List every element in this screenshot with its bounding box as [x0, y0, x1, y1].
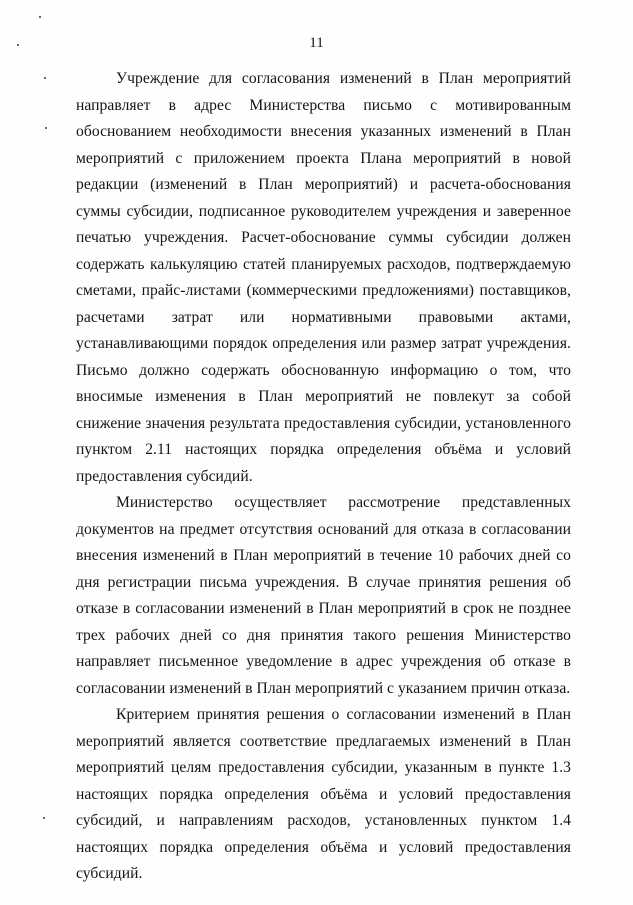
paragraph-ministry-review: Министерство осуществляет рассмотрение представленных документов на предмет отсутствия оснований для отказа в согласовании внесения изменений в План мероприятий в течение 10 рабочих дней со дня регистрации письма учреждения. В случае принятия решения об отказе в согласовании изменений в План мероприятий в срок не позднее трех рабочих дней со дня принятия такого решения Министерство направляет письменное уведомление в адрес учреждения об отказе в согласовании изменений в План мероприятий с указанием причин отказа.: [76, 494, 571, 697]
scan-margin-mark: [39, 16, 41, 18]
scan-margin-mark: [44, 77, 46, 79]
scan-margin-mark: [45, 127, 47, 129]
scan-margin-mark: [43, 817, 45, 819]
document-body: [76, 66, 571, 888]
paragraph-approval-criterion: Критерием принятия решения о согласовании изменений в План мероприятий является соответствие предлагаемых изменений в План мероприятий целям предоставления субсидии, указанным в пункте 1.3 настоящих порядка определения объёма и условий предоставления субсидий, и направлениям расходов, установленных пунктом 1.4 настоящих порядка определения объёма и условий предоставления субсидий.: [76, 706, 571, 882]
paragraph-change-request: Учреждение для согласования изменений в План мероприятий направляет в адрес Министерства письмо с мотивированным обоснованием необходимости внесения указанных изменений в План мероприятий с приложением проекта Плана мероприятий в новой редакции (изменений в План мероприятий) и расчета-обоснования суммы субсидии, подписанное руководителем учреждения и заверенное печатью учреждения. Расчет-обоснование суммы субсидии должен содержать калькуляцию статей планируемых расходов, подтверждаемую сметами, прайс-листами (коммерческими предложениями) поставщиков, расчетами затрат или нормативными правовыми актами, устанавливающими порядок определения или размер затрат учреждения. Письмо должно содержать обоснованную информацию о том, что вносимые изменения в План мероприятий не повлекут за собой снижение значения результата предоставления субсидии, установленного пунктом 2.11 настоящих порядка определения объёма и условий предоставления субсидий.: [76, 70, 571, 485]
page-number: 11: [309, 35, 324, 51]
